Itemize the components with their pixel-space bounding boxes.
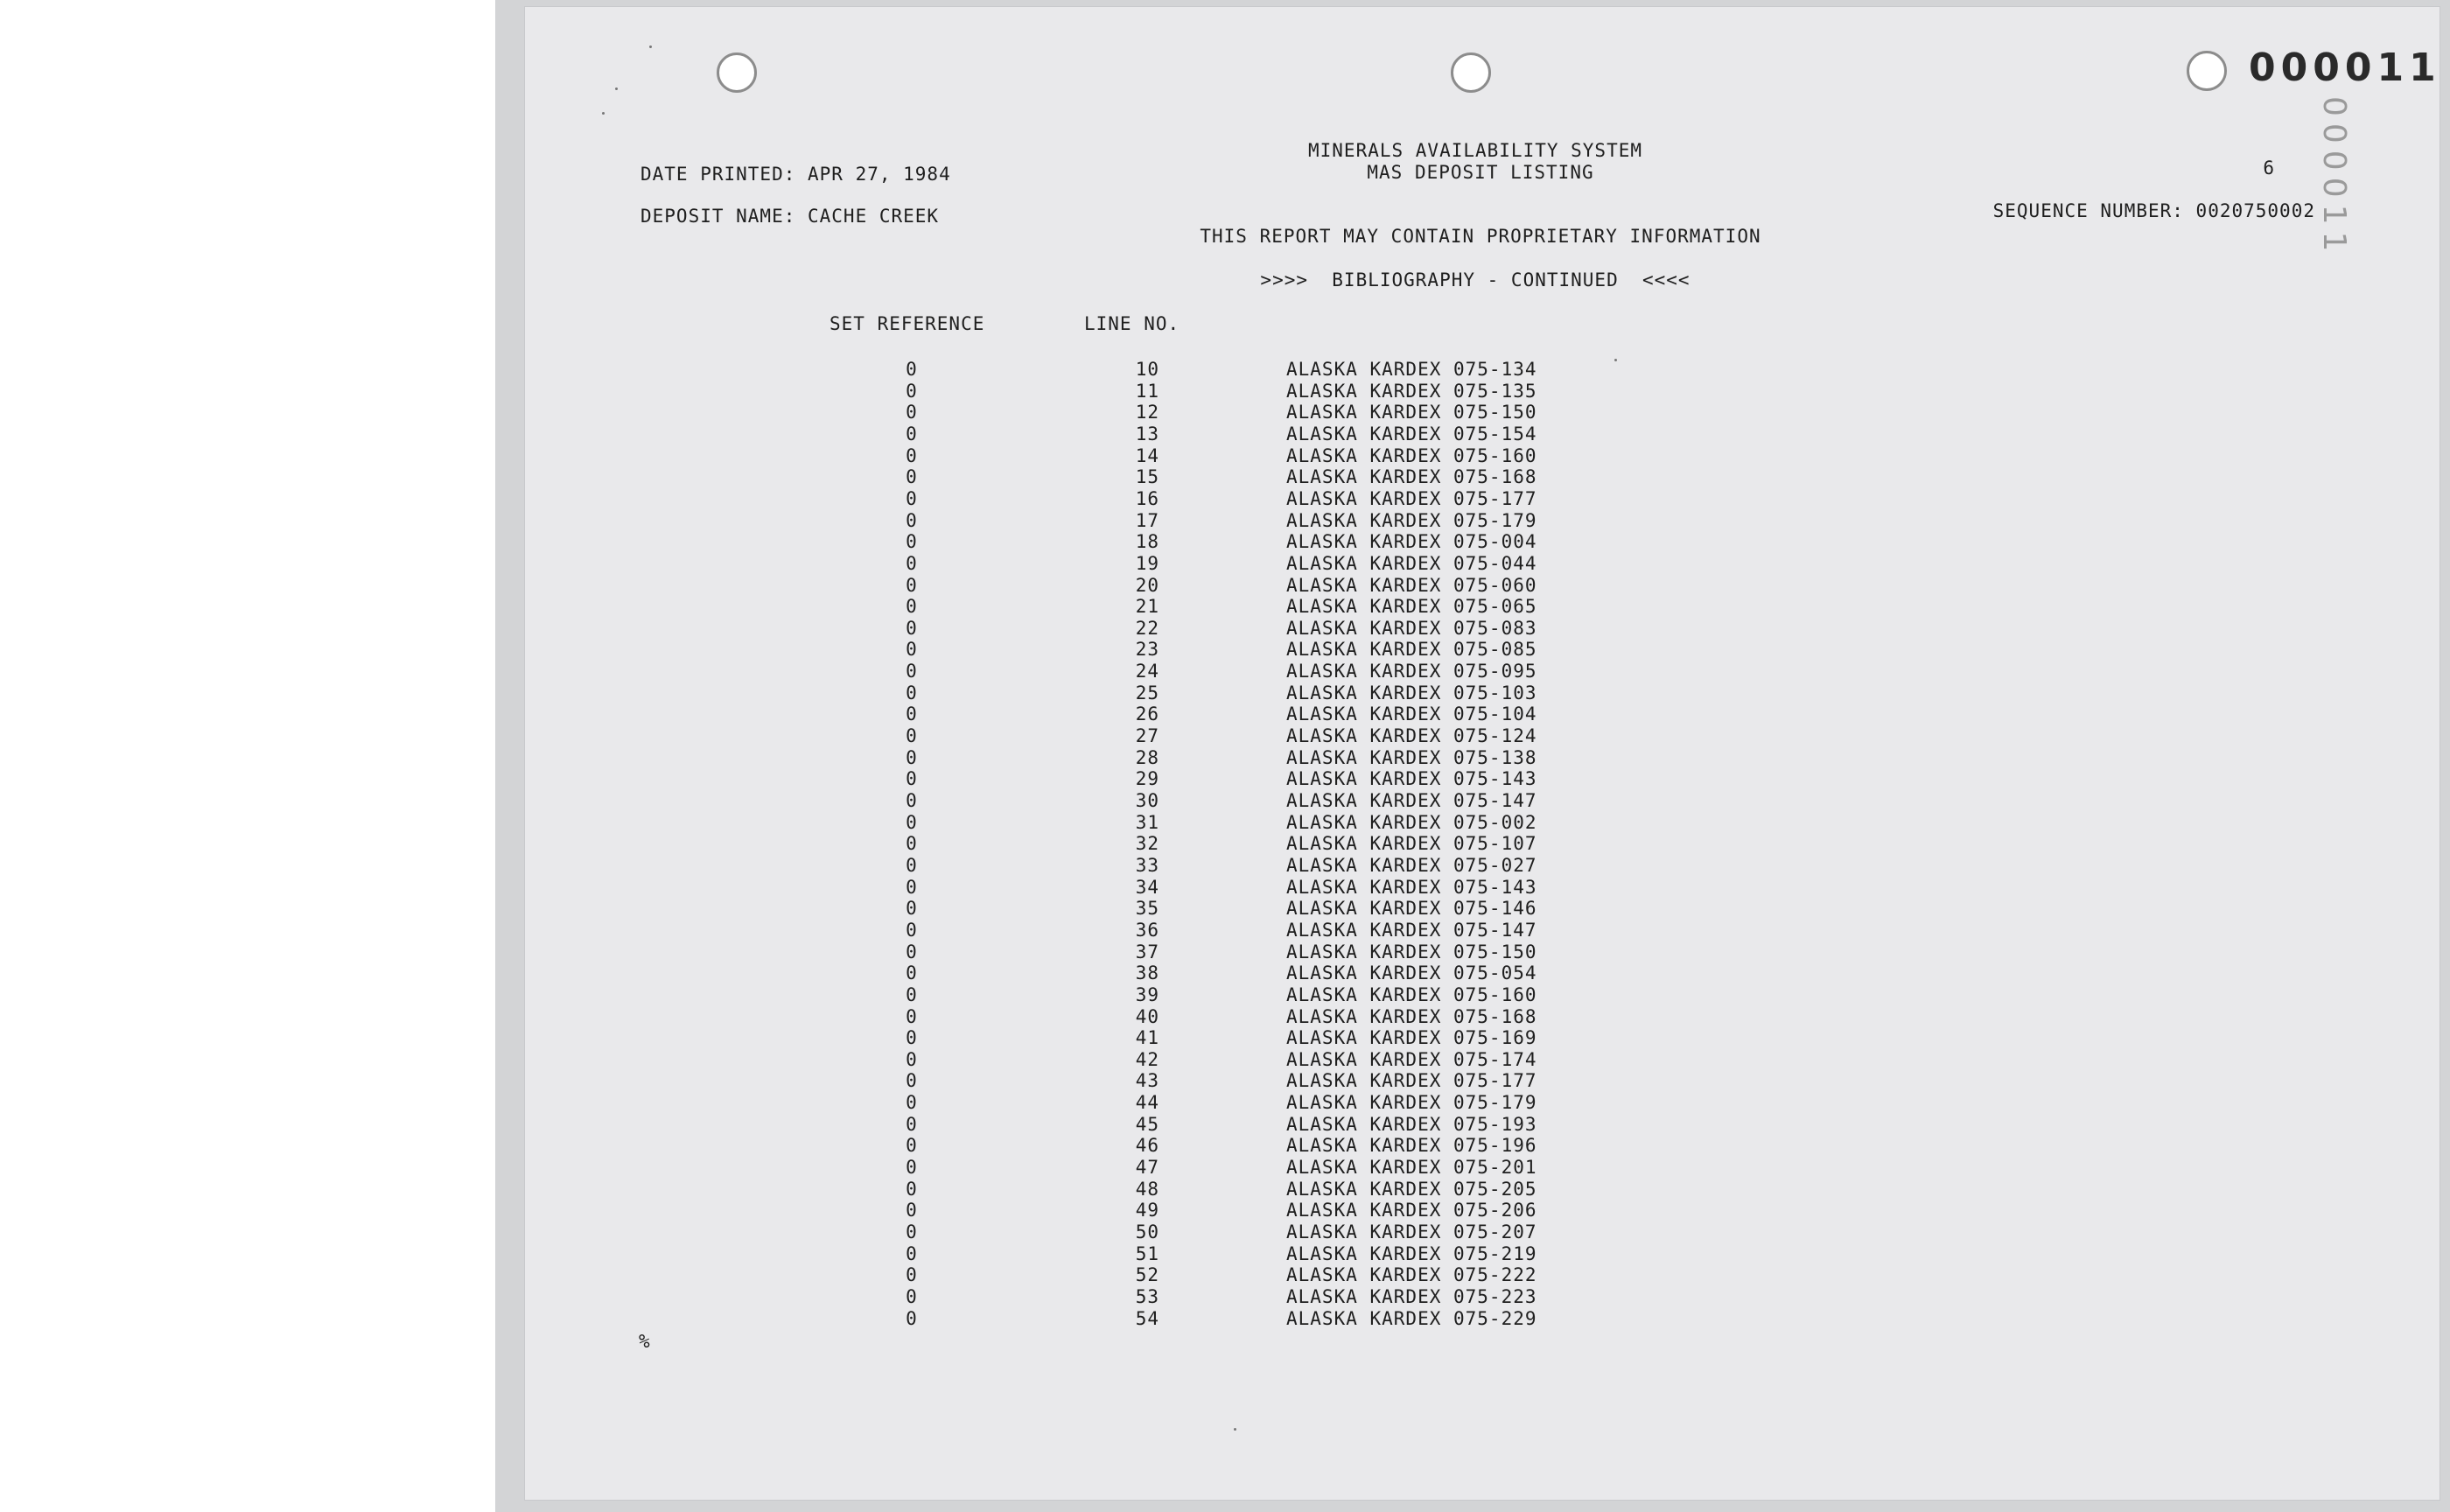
reference-cell: ALASKA KARDEX 075-179 [1286,509,1537,531]
document-number-stamp: 000011 [2249,46,2441,90]
line-number-cell: 44 [1135,1092,1159,1114]
table-row [0,682,2450,704]
table-row [0,812,2450,834]
table-row [0,768,2450,790]
set-reference-cell: 0 [906,444,918,466]
set-reference-cell: 0 [906,596,918,618]
line-number-cell: 46 [1135,1135,1159,1157]
reference-cell: ALASKA KARDEX 075-222 [1286,1264,1537,1286]
line-number-cell: 30 [1135,790,1159,811]
set-reference-cell: 0 [906,380,918,402]
set-reference-cell: 0 [906,1113,918,1135]
column-header-line-no: LINE NO. [1084,313,1180,334]
scan-speck [1614,359,1617,361]
reference-cell: ALASKA KARDEX 075-196 [1286,1135,1537,1157]
section-title: >>>> BIBLIOGRAPHY - CONTINUED <<<< [1260,270,1690,290]
table-row [0,618,2450,640]
table-row [0,898,2450,920]
table-row [0,1049,2450,1071]
line-number-cell: 50 [1135,1222,1159,1242]
table-row [0,1135,2450,1157]
reference-cell: ALASKA KARDEX 075-103 [1286,682,1537,704]
bibliography-table [0,359,2450,1330]
set-reference-cell: 0 [906,1135,918,1157]
table-row [0,725,2450,747]
scan-speck [602,112,605,115]
reference-cell: ALASKA KARDEX 075-154 [1286,423,1537,444]
date-printed: DATE PRINTED: APR 27, 1984 [640,164,951,185]
binder-hole-right [2187,51,2227,91]
set-reference-cell: 0 [906,1264,918,1286]
set-reference-cell: 0 [906,509,918,531]
scan-speck [1234,1428,1236,1431]
set-reference-cell: 0 [906,1005,918,1027]
set-reference-cell: 0 [906,574,918,596]
line-number-cell: 25 [1135,682,1159,704]
table-row [0,1157,2450,1179]
table-row [0,488,2450,510]
reference-cell: ALASKA KARDEX 075-177 [1286,1070,1537,1092]
reference-cell: ALASKA KARDEX 075-150 [1286,941,1537,962]
set-reference-cell: 0 [906,1200,918,1222]
table-row [0,855,2450,877]
line-number-cell: 24 [1135,661,1159,682]
set-reference-cell: 0 [906,617,918,639]
set-reference-cell: 0 [906,402,918,424]
reference-cell: ALASKA KARDEX 075-095 [1286,661,1537,682]
reference-cell: ALASKA KARDEX 075-143 [1286,876,1537,898]
table-row [0,661,2450,682]
set-reference-cell: 0 [906,962,918,984]
line-number-cell: 34 [1135,876,1159,898]
table-row [0,1243,2450,1265]
reference-cell: ALASKA KARDEX 075-168 [1286,1005,1537,1027]
table-row [0,1179,2450,1200]
set-reference-cell: 0 [906,552,918,574]
reference-cell: ALASKA KARDEX 075-219 [1286,1242,1537,1264]
set-reference-cell: 0 [906,811,918,833]
reference-cell: ALASKA KARDEX 075-147 [1286,790,1537,811]
set-reference-cell: 0 [906,854,918,876]
reference-cell: ALASKA KARDEX 075-143 [1286,768,1537,790]
line-number-cell: 41 [1135,1027,1159,1049]
table-row [0,1308,2450,1330]
table-row [0,466,2450,488]
reference-cell: ALASKA KARDEX 075-223 [1286,1285,1537,1307]
reference-cell: ALASKA KARDEX 075-027 [1286,854,1537,876]
line-number-cell: 38 [1135,962,1159,984]
line-number-cell: 40 [1135,1005,1159,1027]
line-number-cell: 20 [1135,574,1159,596]
table-row [0,1006,2450,1028]
reference-cell: ALASKA KARDEX 075-229 [1286,1307,1537,1329]
line-number-cell: 32 [1135,833,1159,855]
listing-title: MAS DEPOSIT LISTING [1367,162,1594,183]
table-row [0,877,2450,899]
line-number-cell: 19 [1135,552,1159,574]
set-reference-cell: 0 [906,941,918,962]
set-reference-cell: 0 [906,423,918,444]
set-reference-cell: 0 [906,1092,918,1114]
set-reference-cell: 0 [906,1285,918,1307]
reference-cell: ALASKA KARDEX 075-160 [1286,444,1537,466]
table-row [0,833,2450,855]
reference-cell: ALASKA KARDEX 075-147 [1286,919,1537,941]
line-number-cell: 47 [1135,1157,1159,1179]
reference-cell: ALASKA KARDEX 075-054 [1286,962,1537,984]
set-reference-cell: 0 [906,704,918,725]
line-number-cell: 18 [1135,531,1159,553]
set-reference-cell: 0 [906,466,918,488]
deposit-name: DEPOSIT NAME: CACHE CREEK [640,206,940,227]
table-row [0,1200,2450,1222]
table-row [0,704,2450,725]
line-number-cell: 26 [1135,704,1159,725]
set-reference-cell: 0 [906,898,918,920]
line-number-cell: 43 [1135,1070,1159,1092]
line-number-cell: 51 [1135,1242,1159,1264]
document-number-stamp-faint: 000011 [2316,96,2352,259]
line-number-cell: 22 [1135,617,1159,639]
table-row [0,747,2450,769]
set-reference-cell: 0 [906,919,918,941]
set-reference-cell: 0 [906,725,918,747]
reference-cell: ALASKA KARDEX 075-146 [1286,898,1537,920]
scan-speck [649,46,652,48]
set-reference-cell: 0 [906,746,918,768]
table-row [0,359,2450,381]
table-row [0,1114,2450,1136]
table-row [0,596,2450,618]
reference-cell: ALASKA KARDEX 075-205 [1286,1178,1537,1200]
line-number-cell: 33 [1135,854,1159,876]
reference-cell: ALASKA KARDEX 075-150 [1286,402,1537,424]
end-marker: % [639,1331,651,1352]
table-row [0,424,2450,445]
line-number-cell: 53 [1135,1285,1159,1307]
reference-cell: ALASKA KARDEX 075-124 [1286,725,1537,747]
line-number-cell: 48 [1135,1178,1159,1200]
reference-cell: ALASKA KARDEX 075-104 [1286,704,1537,725]
set-reference-cell: 0 [906,1027,918,1049]
line-number-cell: 12 [1135,402,1159,424]
set-reference-cell: 0 [906,359,918,380]
line-number-cell: 27 [1135,725,1159,747]
table-row [0,639,2450,661]
reference-cell: ALASKA KARDEX 075-201 [1286,1157,1537,1179]
set-reference-cell: 0 [906,1242,918,1264]
table-row [0,553,2450,575]
table-row [0,920,2450,942]
table-row [0,942,2450,963]
proprietary-notice: THIS REPORT MAY CONTAIN PROPRIETARY INFORMATION [1200,226,1761,247]
line-number-cell: 37 [1135,941,1159,962]
reference-cell: ALASKA KARDEX 075-206 [1286,1200,1537,1222]
table-row [0,531,2450,553]
reference-cell: ALASKA KARDEX 075-169 [1286,1027,1537,1049]
reference-cell: ALASKA KARDEX 075-177 [1286,487,1537,509]
set-reference-cell: 0 [906,1178,918,1200]
set-reference-cell: 0 [906,639,918,661]
table-row [0,510,2450,532]
set-reference-cell: 0 [906,1157,918,1179]
line-number-cell: 10 [1135,359,1159,380]
line-number-cell: 21 [1135,596,1159,618]
line-number-cell: 54 [1135,1307,1159,1329]
reference-cell: ALASKA KARDEX 075-002 [1286,811,1537,833]
line-number-cell: 29 [1135,768,1159,790]
set-reference-cell: 0 [906,833,918,855]
set-reference-cell: 0 [906,531,918,553]
line-number-cell: 14 [1135,444,1159,466]
reference-cell: ALASKA KARDEX 075-085 [1286,639,1537,661]
set-reference-cell: 0 [906,1222,918,1242]
line-number-cell: 52 [1135,1264,1159,1286]
table-row [0,984,2450,1006]
reference-cell: ALASKA KARDEX 075-174 [1286,1048,1537,1070]
table-row [0,445,2450,467]
set-reference-cell: 0 [906,1048,918,1070]
table-row [0,575,2450,597]
reference-cell: ALASKA KARDEX 075-134 [1286,359,1537,380]
reference-cell: ALASKA KARDEX 075-065 [1286,596,1537,618]
line-number-cell: 45 [1135,1113,1159,1135]
line-number-cell: 16 [1135,487,1159,509]
line-number-cell: 31 [1135,811,1159,833]
set-reference-cell: 0 [906,984,918,1005]
reference-cell: ALASKA KARDEX 075-160 [1286,984,1537,1005]
reference-cell: ALASKA KARDEX 075-179 [1286,1092,1537,1114]
reference-cell: ALASKA KARDEX 075-083 [1286,617,1537,639]
table-row [0,1286,2450,1308]
set-reference-cell: 0 [906,876,918,898]
table-row [0,1222,2450,1243]
line-number-cell: 49 [1135,1200,1159,1222]
line-number-cell: 23 [1135,639,1159,661]
set-reference-cell: 0 [906,682,918,704]
line-number-cell: 11 [1135,380,1159,402]
set-reference-cell: 0 [906,790,918,811]
table-row [0,1264,2450,1286]
line-number-cell: 36 [1135,919,1159,941]
table-row [0,962,2450,984]
sequence-number: SEQUENCE NUMBER: 0020750002 [1992,200,2315,221]
line-number-cell: 15 [1135,466,1159,488]
table-row [0,402,2450,424]
reference-cell: ALASKA KARDEX 075-004 [1286,531,1537,553]
line-number-cell: 28 [1135,746,1159,768]
reference-cell: ALASKA KARDEX 075-193 [1286,1113,1537,1135]
reference-cell: ALASKA KARDEX 075-060 [1286,574,1537,596]
binder-hole-left [717,52,757,93]
table-row [0,1070,2450,1092]
reference-cell: ALASKA KARDEX 075-044 [1286,552,1537,574]
table-row [0,381,2450,402]
set-reference-cell: 0 [906,487,918,509]
set-reference-cell: 0 [906,661,918,682]
reference-cell: ALASKA KARDEX 075-207 [1286,1222,1537,1242]
scan-speck [615,88,618,90]
page-number: 6 [2263,158,2275,178]
table-row [0,1092,2450,1114]
line-number-cell: 42 [1135,1048,1159,1070]
reference-cell: ALASKA KARDEX 075-168 [1286,466,1537,488]
system-title: MINERALS AVAILABILITY SYSTEM [1307,140,1643,161]
line-number-cell: 35 [1135,898,1159,920]
line-number-cell: 39 [1135,984,1159,1005]
line-number-cell: 17 [1135,509,1159,531]
set-reference-cell: 0 [906,768,918,790]
binder-hole-center [1451,52,1491,93]
column-header-set-reference: SET REFERENCE [830,313,985,334]
reference-cell: ALASKA KARDEX 075-138 [1286,746,1537,768]
reference-cell: ALASKA KARDEX 075-107 [1286,833,1537,855]
table-row [0,790,2450,812]
line-number-cell: 13 [1135,423,1159,444]
table-row [0,1027,2450,1049]
set-reference-cell: 0 [906,1307,918,1329]
set-reference-cell: 0 [906,1070,918,1092]
reference-cell: ALASKA KARDEX 075-135 [1286,380,1537,402]
